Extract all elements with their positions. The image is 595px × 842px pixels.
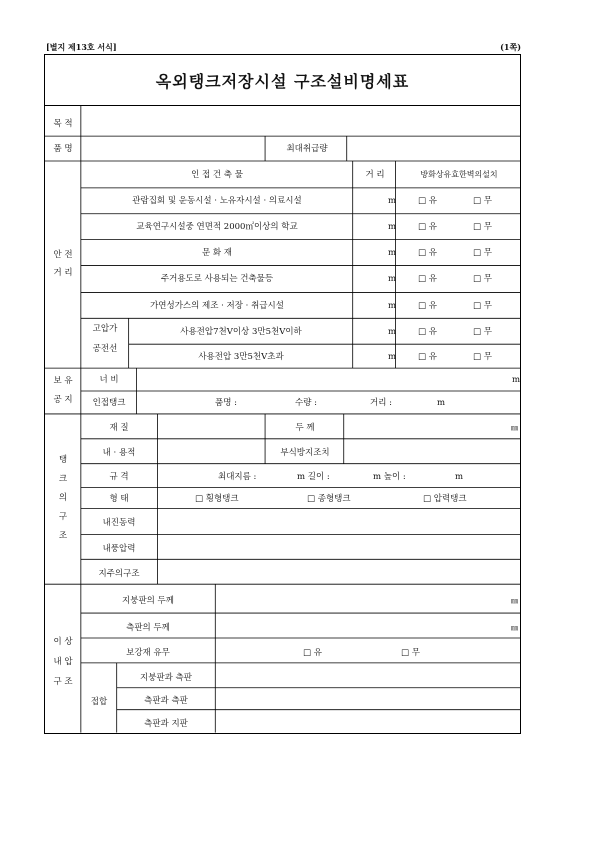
reserve-label-2: 공 지 xyxy=(53,395,73,405)
distance-unit-1: m xyxy=(388,196,397,206)
form-grid-lines xyxy=(45,55,520,733)
wall-yes-checkbox-2[interactable]: □ 유 xyxy=(418,222,437,232)
joint-roof-side: 지붕판과 측판 xyxy=(140,673,192,683)
distance-unit-7: m xyxy=(388,352,397,362)
tank-side-char-3: 의 xyxy=(58,493,68,503)
col-distance: 거 리 xyxy=(365,170,385,180)
side-thickness-unit: ㎜ xyxy=(511,624,518,632)
wall-no-checkbox-2[interactable]: □ 무 xyxy=(473,222,492,232)
safety-section-label-2: 거 리 xyxy=(53,268,73,278)
adjacent-qty-label: 수량 : xyxy=(295,398,317,408)
high-voltage-row-2: 사용전압 3만5천V초과 xyxy=(198,352,284,362)
page-number-label: (1쪽) xyxy=(500,42,521,52)
tank-spec-length: m 길이 : xyxy=(297,472,330,482)
high-voltage-label-2: 공전선 xyxy=(92,344,118,354)
tank-side-char-4: 구 xyxy=(58,512,68,522)
tank-side-char-2: 크 xyxy=(58,474,68,484)
reserve-label-1: 보 유 xyxy=(53,376,73,386)
max-quantity-label: 최대취급량 xyxy=(286,144,328,154)
roof-side-label-3: 구 조 xyxy=(53,677,73,687)
wall-yes-checkbox-3[interactable]: □ 유 xyxy=(418,248,437,258)
wall-no-checkbox-1[interactable]: □ 무 xyxy=(473,196,492,206)
distance-unit-4: m xyxy=(388,274,397,284)
tank-spec-unit: m xyxy=(455,472,464,482)
title-box xyxy=(45,55,520,106)
joint-label: 접합 xyxy=(90,697,108,707)
tank-anticorrosion-label: 부식방지조치 xyxy=(280,448,330,458)
wall-no-checkbox-3[interactable]: □ 무 xyxy=(473,248,492,258)
item-name-label: 품 명 xyxy=(53,144,73,154)
safety-row-1: 관람집회 및 운동시설 · 노유자시설 · 의료시설 xyxy=(132,196,302,206)
adjacent-distance-unit: m xyxy=(437,398,446,408)
tank-seismic-label: 내진동력 xyxy=(102,518,136,528)
tank-thickness-label: 두 께 xyxy=(295,423,315,433)
reinforcement-yes-checkbox[interactable]: □ 유 xyxy=(303,648,322,658)
roof-thickness-label: 지붕판의 두께 xyxy=(122,596,174,606)
tank-spec-height: m 높이 : xyxy=(373,472,406,482)
distance-unit-6: m xyxy=(388,327,397,337)
form-number-label: [별지 제13호 서식] xyxy=(46,42,117,52)
roof-side-label-2: 내 압 xyxy=(53,657,73,667)
wall-no-checkbox-5[interactable]: □ 무 xyxy=(473,301,492,311)
form-frame xyxy=(44,54,521,734)
tank-shape-label: 형 태 xyxy=(109,494,129,504)
tank-wind-label: 내풍압력 xyxy=(102,544,136,554)
shape-vertical-checkbox[interactable]: □ 종형탱크 xyxy=(307,494,351,504)
reserve-width-unit: m xyxy=(512,375,521,385)
shape-pressure-checkbox[interactable]: □ 압력탱크 xyxy=(423,494,467,504)
col-fire-wall: 방화상유효한벽의설치 xyxy=(420,170,498,179)
wall-yes-checkbox-4[interactable]: □ 유 xyxy=(418,274,437,284)
wall-yes-checkbox-5[interactable]: □ 유 xyxy=(418,301,437,311)
tank-side-char-5: 조 xyxy=(58,531,68,541)
wall-yes-checkbox-1[interactable]: □ 유 xyxy=(418,196,437,206)
col-adjacent-building: 인 접 건 축 물 xyxy=(191,170,243,180)
shape-horizontal-checkbox[interactable]: □ 횡형탱크 xyxy=(195,494,239,504)
safety-row-5: 가연성가스의 제조 · 저장 · 취급시설 xyxy=(150,301,284,311)
adjacent-item-name-label: 품명 : xyxy=(215,398,237,408)
joint-side-side: 측판과 측판 xyxy=(144,696,188,706)
purpose-label: 목 적 xyxy=(53,119,73,129)
reinforcement-no-checkbox[interactable]: □ 무 xyxy=(401,648,420,658)
tank-volume-label: 내 · 용적 xyxy=(102,448,136,458)
safety-row-4: 주거용도로 사용되는 건축물등 xyxy=(160,274,274,284)
wall-yes-checkbox-7[interactable]: □ 유 xyxy=(418,352,437,362)
tank-spec-diameter: 최대지름 : xyxy=(218,472,257,482)
wall-yes-checkbox-6[interactable]: □ 유 xyxy=(418,327,437,337)
wall-no-checkbox-4[interactable]: □ 무 xyxy=(473,274,492,284)
adjacent-distance-label: 거리 : xyxy=(370,398,392,408)
high-voltage-label-1: 고압가 xyxy=(92,324,118,334)
tank-support-label: 지주의구조 xyxy=(98,569,140,579)
tank-material-label: 재 질 xyxy=(109,423,129,433)
safety-row-2: 교육연구시설중 연면적 2000㎡이상의 학교 xyxy=(136,222,298,232)
roof-side-label-1: 이 상 xyxy=(53,637,73,647)
tank-spec-label: 규 격 xyxy=(109,472,129,482)
wall-no-checkbox-7[interactable]: □ 무 xyxy=(473,352,492,362)
high-voltage-row-1: 사용전압7천V이상 3만5천V이하 xyxy=(180,327,302,337)
form-title: 옥외탱크저장시설 구조설비명세표 xyxy=(155,71,410,91)
distance-unit-3: m xyxy=(388,248,397,258)
tank-side-char-1: 탱 xyxy=(58,455,68,465)
distance-unit-5: m xyxy=(388,301,397,311)
safety-section-label-1: 안 전 xyxy=(53,250,73,260)
side-thickness-label: 측판의 두께 xyxy=(126,623,170,633)
joint-side-bottom: 측판과 지판 xyxy=(144,719,188,729)
reserve-width-label: 너 비 xyxy=(99,375,119,385)
adjacent-tank-label: 인접탱크 xyxy=(92,398,126,408)
safety-row-3: 문 화 재 xyxy=(201,248,233,258)
reinforcement-label: 보강재 유무 xyxy=(126,648,170,658)
distance-unit-2: m xyxy=(388,222,397,232)
roof-thickness-unit: ㎜ xyxy=(511,597,518,605)
tank-thickness-unit: ㎜ xyxy=(511,424,518,432)
wall-no-checkbox-6[interactable]: □ 무 xyxy=(473,327,492,337)
